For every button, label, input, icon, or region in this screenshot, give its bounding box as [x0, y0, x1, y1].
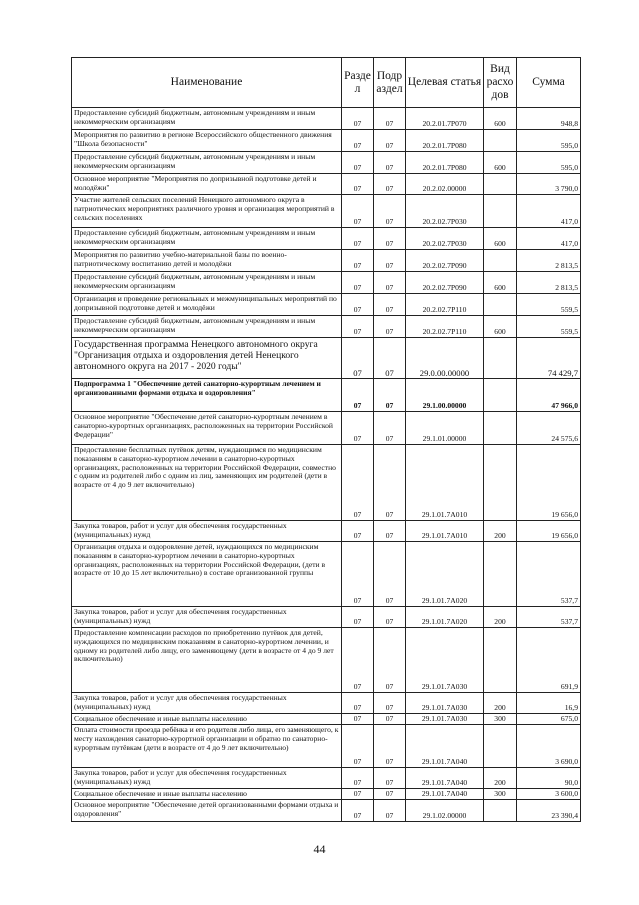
row-subsection: 07	[374, 379, 406, 412]
table-row	[72, 195, 581, 228]
row-section: 07	[342, 130, 374, 152]
row-name: Подпрограмма 1 "Обеспечение детей санаторно-курортным лечением и организованными формами отдыха и оздоровления"	[72, 379, 342, 412]
row-amount: 2 813,5	[517, 250, 581, 272]
row-expense-type: 600	[484, 316, 517, 338]
row-section: 07	[342, 521, 374, 542]
row-target-article: 20.2.01.7Р080	[406, 130, 484, 152]
row-target-article: 29.1.01.7А030	[406, 693, 484, 714]
table-row	[72, 250, 581, 272]
row-expense-type: 200	[484, 768, 517, 789]
row-amount: 559,5	[517, 316, 581, 338]
row-section: 07	[342, 108, 374, 130]
budget-table	[71, 57, 581, 822]
row-name: Предоставление субсидий бюджетным, автономным учреждениям и иным некоммерческим организациям	[72, 316, 342, 338]
row-name: Организация отдыха и оздоровление детей, нуждающихся по медицинским показаниям в санаторно-курортном лечении в санаторно-курортных организациях, расположенных на территории Российской Федерации, (дети в возрасте от 10 до 15 лет включительно) в составе организованной группы	[72, 542, 342, 607]
row-section: 07	[342, 272, 374, 294]
row-amount: 23 390,4	[517, 800, 581, 822]
row-amount: 74 429,7	[517, 338, 581, 379]
row-subsection: 07	[374, 195, 406, 228]
row-target-article: 29.1.01.7А040	[406, 768, 484, 789]
row-name: Мероприятия по развитию учебно-материальной базы по военно-патриотическому воспитанию детей и молодёжи	[72, 250, 342, 272]
row-expense-type	[484, 445, 517, 521]
row-target-article: 29.1.00.00000	[406, 379, 484, 412]
row-target-article: 20.2.02.7Р110	[406, 294, 484, 316]
row-section: 07	[342, 316, 374, 338]
row-subsection: 07	[374, 174, 406, 195]
row-target-article: 29.1.01.7А010	[406, 445, 484, 521]
row-section: 07	[342, 789, 374, 800]
row-amount: 2 813,5	[517, 272, 581, 294]
row-target-article: 20.2.02.7Р090	[406, 250, 484, 272]
row-subsection: 07	[374, 607, 406, 628]
row-target-article: 20.2.01.7Р080	[406, 152, 484, 174]
row-target-article: 20.2.02.7Р110	[406, 316, 484, 338]
row-subsection: 07	[374, 316, 406, 338]
row-section: 07	[342, 693, 374, 714]
row-section: 07	[342, 800, 374, 822]
row-section: 07	[342, 250, 374, 272]
row-amount: 595,0	[517, 130, 581, 152]
row-subsection: 07	[374, 693, 406, 714]
row-name: Основное мероприятие "Обеспечение детей санаторно-курортным лечением в санаторно-курортных организациях, расположенных на территории Российской Федерации"	[72, 412, 342, 445]
table-header-row	[72, 58, 581, 108]
row-name: Оплата стоимости проезда ребёнка и его родителя либо лица, его заменяющего, к месту нахождения санаторно-курортной организации и обратно по санаторно-курортным путёвкам (дети в возрасте от 4 до 9 лет включительно)	[72, 725, 342, 768]
row-amount: 417,0	[517, 195, 581, 228]
table-row	[72, 607, 581, 628]
row-expense-type: 200	[484, 693, 517, 714]
row-subsection: 07	[374, 228, 406, 250]
row-expense-type	[484, 628, 517, 693]
row-subsection: 07	[374, 250, 406, 272]
row-amount: 3 790,0	[517, 174, 581, 195]
row-section: 07	[342, 768, 374, 789]
row-expense-type	[484, 294, 517, 316]
table-row	[72, 693, 581, 714]
row-target-article: 29.1.01.7А010	[406, 521, 484, 542]
row-target-article: 20.2.02.7Р090	[406, 272, 484, 294]
row-subsection: 07	[374, 714, 406, 725]
row-section: 07	[342, 714, 374, 725]
row-expense-type: 200	[484, 607, 517, 628]
table-row	[72, 228, 581, 250]
row-name: Закупка товаров, работ и услуг для обеспечения государственных (муниципальных) нужд	[72, 693, 342, 714]
row-expense-type: 600	[484, 228, 517, 250]
row-section: 07	[342, 195, 374, 228]
row-name: Закупка товаров, работ и услуг для обеспечения государственных (муниципальных) нужд	[72, 521, 342, 542]
row-section: 07	[342, 542, 374, 607]
header-amount: Сумма	[517, 58, 581, 108]
row-target-article: 29.1.02.00000	[406, 800, 484, 822]
row-name: Предоставление субсидий бюджетным, автономным учреждениям и иным некоммерческим организациям	[72, 108, 342, 130]
row-section: 07	[342, 379, 374, 412]
table-row	[72, 379, 581, 412]
row-name: Основное мероприятие "Обеспечение детей организованными формами отдыха и оздоровления"	[72, 800, 342, 822]
row-subsection: 07	[374, 108, 406, 130]
row-target-article: 29.1.01.7А030	[406, 628, 484, 693]
row-expense-type: 600	[484, 108, 517, 130]
row-amount: 595,0	[517, 152, 581, 174]
row-target-article: 20.2.02.00000	[406, 174, 484, 195]
row-expense-type: 300	[484, 714, 517, 725]
row-section: 07	[342, 294, 374, 316]
table-row	[72, 316, 581, 338]
table-row	[72, 272, 581, 294]
row-target-article: 29.1.01.7А030	[406, 714, 484, 725]
row-expense-type: 200	[484, 521, 517, 542]
row-name: Организация и проведение региональных и межмуниципальных мероприятий по допризывной подготовке детей и молодёжи	[72, 294, 342, 316]
row-subsection: 07	[374, 768, 406, 789]
row-target-article: 29.1.01.7А020	[406, 542, 484, 607]
row-target-article: 20.2.02.7Р030	[406, 195, 484, 228]
row-subsection: 07	[374, 445, 406, 521]
header-section: Разде л	[342, 58, 374, 108]
row-name: Предоставление субсидий бюджетным, автономным учреждениям и иным некоммерческим организациям	[72, 228, 342, 250]
table-row	[72, 174, 581, 195]
table-row	[72, 130, 581, 152]
table-row	[72, 725, 581, 768]
row-target-article: 29.1.01.7А040	[406, 725, 484, 768]
row-expense-type	[484, 725, 517, 768]
row-expense-type: 300	[484, 789, 517, 800]
table-row	[72, 152, 581, 174]
table-row	[72, 294, 581, 316]
row-expense-type: 600	[484, 272, 517, 294]
row-expense-type	[484, 174, 517, 195]
row-name: Мероприятия по развитию в регионе Всероссийского общественного движения "Школа безопасности"	[72, 130, 342, 152]
row-amount: 417,0	[517, 228, 581, 250]
row-subsection: 07	[374, 521, 406, 542]
row-target-article: 29.1.01.7А020	[406, 607, 484, 628]
row-name: Социальное обеспечение и иные выплаты населению	[72, 789, 342, 800]
row-subsection: 07	[374, 338, 406, 379]
table-row	[72, 108, 581, 130]
header-name: Наименование	[72, 58, 342, 108]
row-subsection: 07	[374, 294, 406, 316]
row-amount: 559,5	[517, 294, 581, 316]
row-amount: 675,0	[517, 714, 581, 725]
row-section: 07	[342, 628, 374, 693]
row-amount: 537,7	[517, 607, 581, 628]
row-section: 07	[342, 412, 374, 445]
row-name: Основное мероприятие "Мероприятия по допризывной подготовке детей и молодёжи"	[72, 174, 342, 195]
row-expense-type	[484, 800, 517, 822]
row-amount: 19 656,0	[517, 445, 581, 521]
row-section: 07	[342, 152, 374, 174]
row-name: Участие жителей сельских поселений Ненецкого автономного округа в патриотических мероприятиях различного уровня и организация мероприятий в сельских поселениях	[72, 195, 342, 228]
table-row	[72, 521, 581, 542]
row-subsection: 07	[374, 272, 406, 294]
row-expense-type	[484, 412, 517, 445]
row-amount: 19 656,0	[517, 521, 581, 542]
row-target-article: 20.2.02.7Р030	[406, 228, 484, 250]
row-name: Закупка товаров, работ и услуг для обеспечения государственных (муниципальных) нужд	[72, 768, 342, 789]
row-target-article: 20.2.01.7Р070	[406, 108, 484, 130]
table-row	[72, 789, 581, 800]
row-expense-type: 600	[484, 152, 517, 174]
row-section: 07	[342, 228, 374, 250]
row-amount: 3 600,0	[517, 789, 581, 800]
row-name: Предоставление субсидий бюджетным, автономным учреждениям и иным некоммерческим организациям	[72, 272, 342, 294]
table-row	[72, 542, 581, 607]
row-amount: 948,8	[517, 108, 581, 130]
row-subsection: 07	[374, 628, 406, 693]
row-section: 07	[342, 338, 374, 379]
row-section: 07	[342, 174, 374, 195]
row-subsection: 07	[374, 152, 406, 174]
row-name: Предоставление субсидий бюджетным, автономным учреждениям и иным некоммерческим организациям	[72, 152, 342, 174]
row-subsection: 07	[374, 542, 406, 607]
table-row	[72, 445, 581, 521]
row-amount: 537,7	[517, 542, 581, 607]
table-row	[72, 628, 581, 693]
row-name: Закупка товаров, работ и услуг для обеспечения государственных (муниципальных) нужд	[72, 607, 342, 628]
row-subsection: 07	[374, 789, 406, 800]
header-target-article: Целевая статья	[406, 58, 484, 108]
row-expense-type	[484, 338, 517, 379]
row-subsection: 07	[374, 130, 406, 152]
row-target-article: 29.1.01.7А040	[406, 789, 484, 800]
row-amount: 90,0	[517, 768, 581, 789]
row-expense-type	[484, 542, 517, 607]
row-amount: 47 966,0	[517, 379, 581, 412]
row-subsection: 07	[374, 725, 406, 768]
row-name: Социальное обеспечение и иные выплаты населению	[72, 714, 342, 725]
row-amount: 16,9	[517, 693, 581, 714]
row-subsection: 07	[374, 800, 406, 822]
row-name: Предоставление бесплатных путёвок детям, нуждающимся по медицинским показаниям в санаторно-курортном лечении в санаторно-курортных организациях, расположенных на территории Российской Федерации, совместно с одним из родителей либо с одним из лиц, заменяющих им родителей (дети в возрасте от 4 до 9 лет включительно)	[72, 445, 342, 521]
row-section: 07	[342, 725, 374, 768]
table-row	[72, 800, 581, 822]
row-amount: 24 575,6	[517, 412, 581, 445]
table-row	[72, 714, 581, 725]
row-expense-type	[484, 250, 517, 272]
row-name: Предоставление компенсации расходов по приобретению путёвок для детей, нуждающихся по медицинским показаниям в санаторно-курортном лечении, и одному из родителей либо лицу, его заменяющему (дети в возрасте от 4 до 9 лет включительно)	[72, 628, 342, 693]
table-row	[72, 768, 581, 789]
row-name: Государственная программа Ненецкого автономного округа "Организация отдыха и оздоровления детей Ненецкого автономного округа на 2017 - 2020 годы"	[72, 338, 342, 379]
row-target-article: 29.1.01.00000	[406, 412, 484, 445]
row-target-article: 29.0.00.00000	[406, 338, 484, 379]
row-subsection: 07	[374, 412, 406, 445]
row-section: 07	[342, 445, 374, 521]
header-expense-type: Вид расхо дов	[484, 58, 517, 108]
row-expense-type	[484, 379, 517, 412]
row-amount: 691,9	[517, 628, 581, 693]
row-expense-type	[484, 130, 517, 152]
page-number: 44	[313, 842, 326, 856]
row-amount: 3 690,0	[517, 725, 581, 768]
row-expense-type	[484, 195, 517, 228]
row-section: 07	[342, 607, 374, 628]
table-row	[72, 412, 581, 445]
header-subsection: Подр аздел	[374, 58, 406, 108]
table-row	[72, 338, 581, 379]
